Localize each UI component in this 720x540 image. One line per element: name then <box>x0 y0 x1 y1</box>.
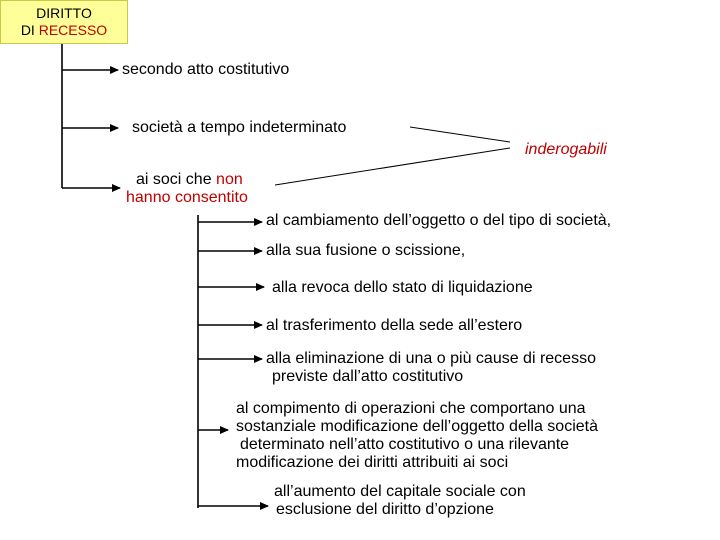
title-line-1: DIRITTO <box>36 5 92 21</box>
inderogabili-label: inderogabili <box>525 141 607 158</box>
case-5-line2: previste dall’atto costitutivo <box>272 368 464 385</box>
case-1: al cambiamento dell’oggetto o del tipo di società, <box>266 212 612 229</box>
wedge-line-bottom <box>275 148 510 185</box>
case-6-line4: modificazione dei diritti attribuiti ai soci <box>236 454 509 471</box>
case-2: alla sua fusione o scissione, <box>266 242 466 259</box>
wedge-line-top <box>410 127 510 142</box>
case-4: al trasferimento della sede all’estero <box>266 317 523 334</box>
title-prefix: DI <box>20 22 39 38</box>
soci-non: non <box>216 171 243 188</box>
case-5-line1: alla eliminazione di una o più cause di recesso <box>266 350 596 367</box>
case-6-line1: al compimento di operazioni che comportano una <box>236 400 586 417</box>
case-7-line2: esclusione del diritto d’opzione <box>276 501 494 518</box>
soci-prefix: ai soci che <box>136 171 217 188</box>
case-6-line3: determinato nell’atto costitutivo o una rilevante <box>240 436 570 453</box>
main-item-soci-line1 <box>136 170 243 189</box>
case-3: alla revoca dello stato di liquidazione <box>272 279 533 296</box>
case-7-line1: all’aumento del capitale sociale con <box>274 483 526 500</box>
main-item-societa: società a tempo indeterminato <box>132 119 347 136</box>
main-item-secondo: secondo atto costitutivo <box>122 61 290 78</box>
main-item-soci-line2: hanno consentito <box>126 189 248 206</box>
case-6-line2: sostanziale modificazione dell’oggetto della società <box>236 418 598 435</box>
title-highlight: RECESSO <box>38 22 108 38</box>
